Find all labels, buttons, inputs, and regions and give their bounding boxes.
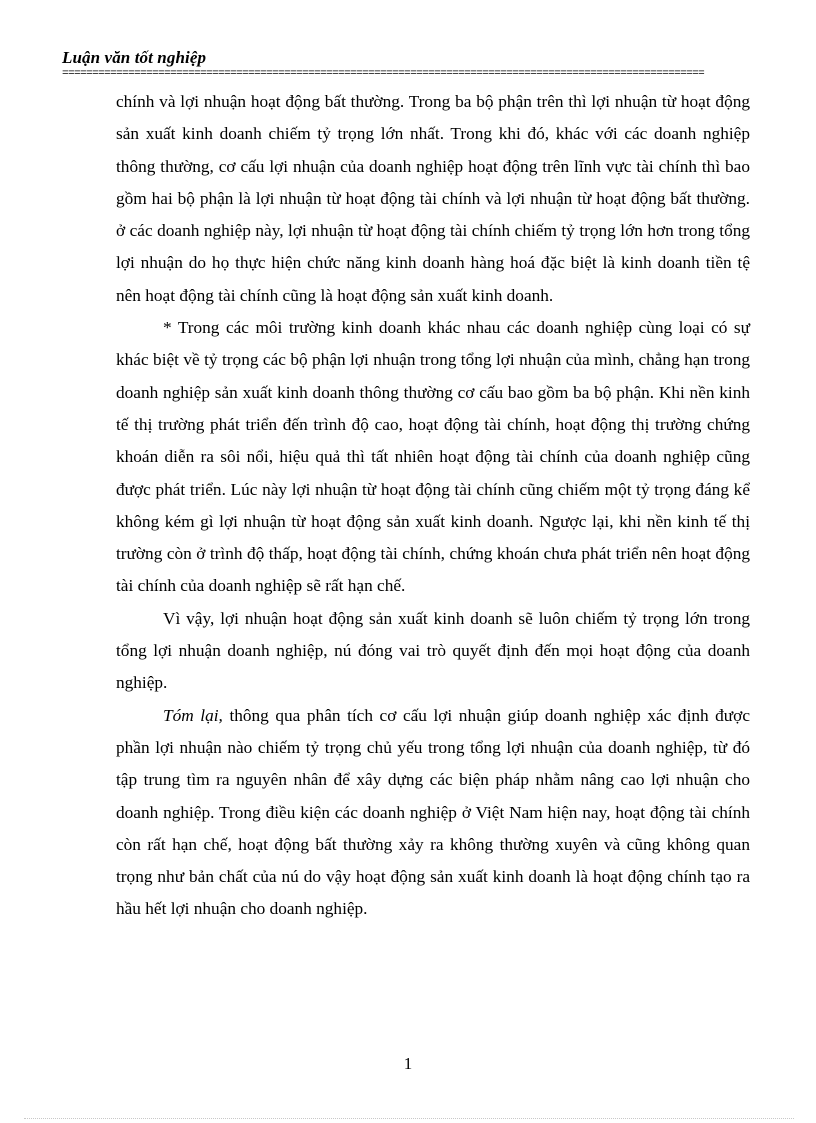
paragraph-continuation: chính và lợi nhuận hoạt động bất thường. Trong ba bộ phận trên thì lợi nhuận từ hoạt động sản xuất kinh doanh chiếm tỷ trọng lớn nhất. Trong khi đó, khác với các doanh nghiệp thông thường, cơ cấu lợi nhuận của doanh nghiệp hoạt động trên lĩnh vực tài chính thì bao gồm hai bộ phận là lợi nhuận từ hoạt động tài chính và lợi nhuận từ hoạt động bất thường. ở các doanh nghiệp này, lợi nhuận từ hoạt động tài chính chiếm tỷ trọng lớn hơn trong tổng lợi nhuận do họ thực hiện chức năng kinh doanh hàng hoá đặc biệt là kinh doanh tiền tệ nên hoạt động tài chính cũng là hoạt động sản xuất kinh doanh. [116, 92, 750, 305]
header-separator-rule: =========================================================================================================== [62, 68, 705, 80]
summary-lead-italic: Tóm lại, [163, 705, 223, 725]
paragraph-summary [116, 700, 750, 926]
summary-text: thông qua phân tích cơ cấu lợi nhuận giúp doanh nghiệp xác định được phần lợi nhuận nào chiếm tỷ trọng chủ yếu trong tổng lợi nhuận của doanh nghiệp, từ đó tập trung tìm ra nguyên nhân để xây dựng các biện pháp nhằm nâng cao lợi nhuận cho doanh nghiệp. Trong điều kiện các doanh nghiệp ở Việt Nam hiện nay, hoạt động tài chính còn rất hạn chế, hoạt động bất thường xảy ra không thường xuyên và cũng không quan trọng như bản chất của nú do vậy hoạt động sản xuất kinh doanh là hoạt động chính tạo ra hầu hết lợi nhuận cho doanh nghiệp. [116, 705, 750, 919]
paragraph-business-environment: * Trong các môi trường kinh doanh khác nhau các doanh nghiệp cùng loại có sự khác biệt về tỷ trọng các bộ phận lợi nhuận trong tổng lợi nhuận của mình, chẳng hạn trong doanh nghiệp sản xuất kinh doanh thông thường cơ cấu bao gồm ba bộ phận. Khi nền kinh tế thị trường phát triển đến trình độ cao, hoạt động tài chính, hoạt động thị trường chứng khoán diễn ra sôi nổi, hiệu quả thì tất nhiên hoạt động tài chính của doanh nghiệp cũng được phát triển. Lúc này lợi nhuận từ hoạt động tài chính cũng chiếm một tỷ trọng đáng kể không kém gì lợi nhuận từ hoạt động sản xuất kinh doanh. Ngược lại, khi nền kinh tế thị trường còn ở trình độ thấp, hoạt động tài chính, chứng khoán chưa phát triển nên hoạt động tài chính của doanh nghiệp sẽ rất hạn chế. [116, 318, 750, 596]
page-number: 1 [403, 1054, 413, 1073]
document-body [116, 86, 750, 926]
page-bottom-border [24, 1118, 794, 1119]
paragraph-conclusion-role: Vì vậy, lợi nhuận hoạt động sản xuất kinh doanh sẽ luôn chiếm tỷ trọng lớn trong tổng lợi nhuận doanh nghiệp, nú đóng vai trò quyết định đến mọi hoạt động của doanh nghiệp. [116, 608, 750, 693]
running-header-title: Luận văn tốt nghiệp [62, 48, 207, 67]
